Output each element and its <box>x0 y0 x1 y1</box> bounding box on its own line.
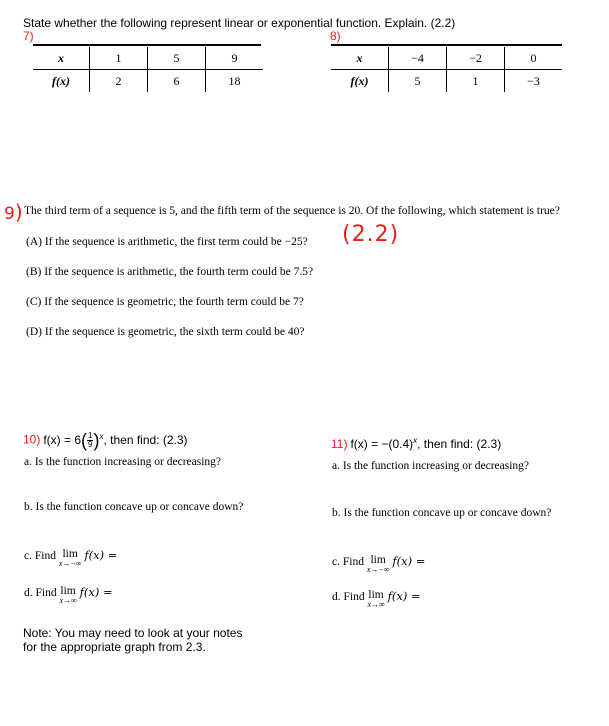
q9-option-d: (D) If the sequence is geometric, the sixth term could be 40? <box>26 326 305 338</box>
q10-d-limit: lim x→∞ <box>59 585 77 605</box>
q11-part-d: d. Find lim x→∞ f(x) = <box>332 589 421 609</box>
q10-part-b: b. Is the function concave up or concave down? <box>24 501 244 513</box>
q11-number: 11) <box>331 437 348 451</box>
q8-x-2: −2 <box>447 47 505 70</box>
q9-stem: The third term of a sequence is 5, and the fifth term of the sequence is 20. Of the following, which statement is true? <box>24 205 560 217</box>
q8-x-label: x <box>331 47 389 70</box>
q7-fx-3: 18 <box>206 70 264 93</box>
q11-part-c: c. Find lim x→−∞ f(x) = <box>332 554 426 574</box>
q8-x-1: −4 <box>389 47 447 70</box>
q10-c-limit: lim x→−∞ <box>58 548 82 568</box>
q8-fx-label: f(x) <box>350 73 369 88</box>
q8-fx-3: −3 <box>505 70 563 93</box>
q10-part-d: d. Find lim x→∞ f(x) = <box>24 585 113 605</box>
q7-table <box>33 47 263 92</box>
q10-header <box>23 430 188 451</box>
q10-part-c: c. Find lim x→−∞ f(x) = <box>24 548 118 568</box>
instruction-text: State whether the following represent linear or exponential function. Explain. (2.2) <box>23 16 456 30</box>
q9-option-b: (B) If the sequence is arithmetic, the fourth term could be 7.5? <box>26 266 314 278</box>
q9-handwritten-ref: (2.2) <box>342 222 400 247</box>
q7-fx-1: 2 <box>90 70 148 93</box>
q7-x-1: 1 <box>90 47 148 70</box>
q8-number: 8) <box>330 29 341 43</box>
q7-x-3: 9 <box>206 47 264 70</box>
q9-number-handwritten: 9) <box>4 200 23 224</box>
q11-part-a: a. Is the function increasing or decreasing? <box>332 460 530 472</box>
q7-fx-2: 6 <box>148 70 206 93</box>
q7-x-2: 5 <box>148 47 206 70</box>
q9-option-a: (A) If the sequence is arithmetic, the first term could be −25? <box>26 236 308 248</box>
q8-x-3: 0 <box>505 47 563 70</box>
q7-table-top-rule <box>33 44 261 46</box>
q11-d-limit: lim x→∞ <box>367 589 385 609</box>
q11-function: $f(x) = -(0.4)^x$, then find: (2.3) <box>350 436 502 451</box>
q11-c-limit: lim x→−∞ <box>366 554 390 574</box>
q10-part-a: a. Is the function increasing or decreasing? <box>24 456 222 468</box>
q10-number: 10) <box>23 432 41 447</box>
q8-fx-1: 5 <box>389 70 447 93</box>
q10-note: Note: You may need to look at your notes for the appropriate graph from 2.3. <box>23 626 243 654</box>
q8-table-top-rule <box>331 44 562 46</box>
q8-table <box>331 47 562 92</box>
q7-number: 7) <box>23 29 34 43</box>
q8-fx-2: 1 <box>447 70 505 93</box>
q11-part-b: b. Is the function concave up or concave down? <box>332 507 552 519</box>
q7-fx-label: f(x) <box>52 73 70 88</box>
q10-function: f(x) = 6( $\frac{1}{9})^x$, then find: (2.3) <box>43 430 188 450</box>
q11-header <box>331 436 501 452</box>
q9-option-c: (C) If the sequence is geometric, the fourth term could be 7? <box>26 296 304 308</box>
q7-x-label: x <box>33 47 90 70</box>
